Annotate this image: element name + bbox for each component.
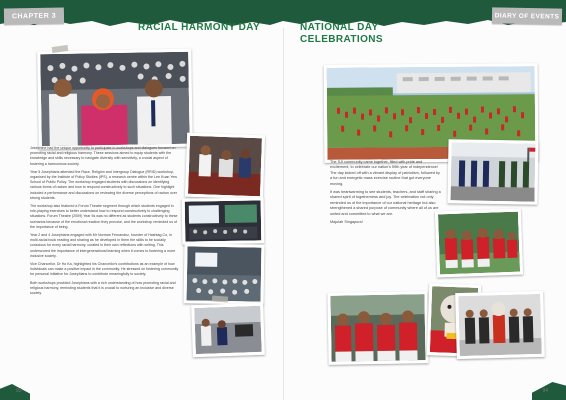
paragraph: Josephine had the unique opportunity to participate in workshops and dialogues focused on promoting racial and religious harmony. These sessions aimed to equip students with the knowledge and skills necessary to navigate diversity with sensitivity, a crucial aspect of fostering a harmonious society. — [30, 146, 176, 166]
paragraph: Year 5 Josephians attended the Race, Religion and Intergroup Dialogue (RRID) workshop, organised by the Institute of Policy Studies (IPS), a research centre within the Lee Kuan Yew School of Public Policy. The workshop engaged students with discussions on identifying various forms of racism and how to respond constructively to such situations. One highlight included a performance and discussions on reviewing the diverse perceptions of racism over strong students. — [30, 169, 178, 200]
paragraph: It was heartwarming to see students, teachers, and staff sharing a shared spirit of togetherness and joy. The celebration not only reminded us of the importance of our national heritage but also strengthened a shared purpose of community where all of us are united and committed to what we are. — [330, 190, 441, 216]
boys-celebration-photo — [327, 291, 428, 365]
guard-of-honour-photo — [447, 139, 538, 205]
workshop-stage-image — [188, 136, 262, 196]
staff-group-image — [458, 294, 542, 356]
paragraph: Majulah Singapura! — [330, 220, 363, 225]
workshop-photo-1 — [185, 133, 265, 200]
workshop-photo-4 — [191, 303, 265, 357]
presentation-slides-image — [185, 200, 262, 241]
students-group-image — [40, 52, 190, 147]
workshop-photo-2 — [182, 197, 265, 244]
paragraph: Year 2 and 4 Josephians engaged with Mr Norman Fernandez, founder of Hashtag.Co, in multi-racial book reading and sharing as he developed in them the skills to be socially conscious for every racial harmony, curated in their own reflections with writing. This underscored the importance of intergenerational learning when it comes to fostering a more inclusive society. — [30, 233, 176, 258]
title-line-2: CELEBRATIONS — [300, 34, 383, 45]
students-red-shirts-photo — [435, 209, 523, 278]
students-group-red-image — [438, 212, 520, 275]
parade-image — [451, 142, 536, 201]
tape-strip — [212, 295, 228, 302]
national-day-body — [330, 160, 442, 228]
classroom-image — [194, 306, 262, 354]
racial-harmony-title: RACIAL HARMONY DAY — [138, 22, 261, 33]
auditorium-image — [187, 246, 262, 301]
national-day-title — [300, 22, 430, 46]
page-number-right: 94 — [542, 388, 548, 394]
boys-red-shirts-image — [330, 294, 425, 362]
chapter-tab: CHAPTER 3 — [4, 7, 64, 24]
racial-harmony-body — [30, 146, 180, 299]
paragraph: Both workshops provided Josephians with a rich understanding of how promoting racial and religious harmony, reminding students that it is crucial to nurturing an inclusive and diverse society. — [30, 280, 176, 296]
page-number-left: 93 — [16, 388, 22, 394]
diary-tab: DIARY OF EVENTS — [492, 7, 562, 24]
title-line-1: NATIONAL DAY — [300, 22, 379, 33]
racial-harmony-main-photo — [37, 49, 193, 150]
paragraph: The workshop also featured a Forum Theatre segment through which students engaged in role-playing exercises to better understand how to respond constructively to challenging situations. Forum Theatre (2009) Year 5s was no different as students constructively to these scenarios because of the emotional reaction they provoke, and the workshop reminded us of the importance of being. — [30, 204, 178, 229]
staff-group-photo — [455, 291, 545, 359]
paragraph: The SJI community came together, filled with pride and excitement, to celebrate our nation's 59th year of independence! The day kicked off with a vibrant display of patriotism, followed by a fun and energetic mass exercise routine that got everyone moving. — [330, 160, 440, 186]
torn-paper-edge — [0, 18, 566, 28]
paragraph: Vice Chancellor, Dr Ho Ka, highlighted his Chancellor's contributions as an example of how individuals can make a positive impact in the community. He stressed on fostering community for personal initiative for Josephians to contribute meaningfully to society. — [30, 262, 179, 277]
